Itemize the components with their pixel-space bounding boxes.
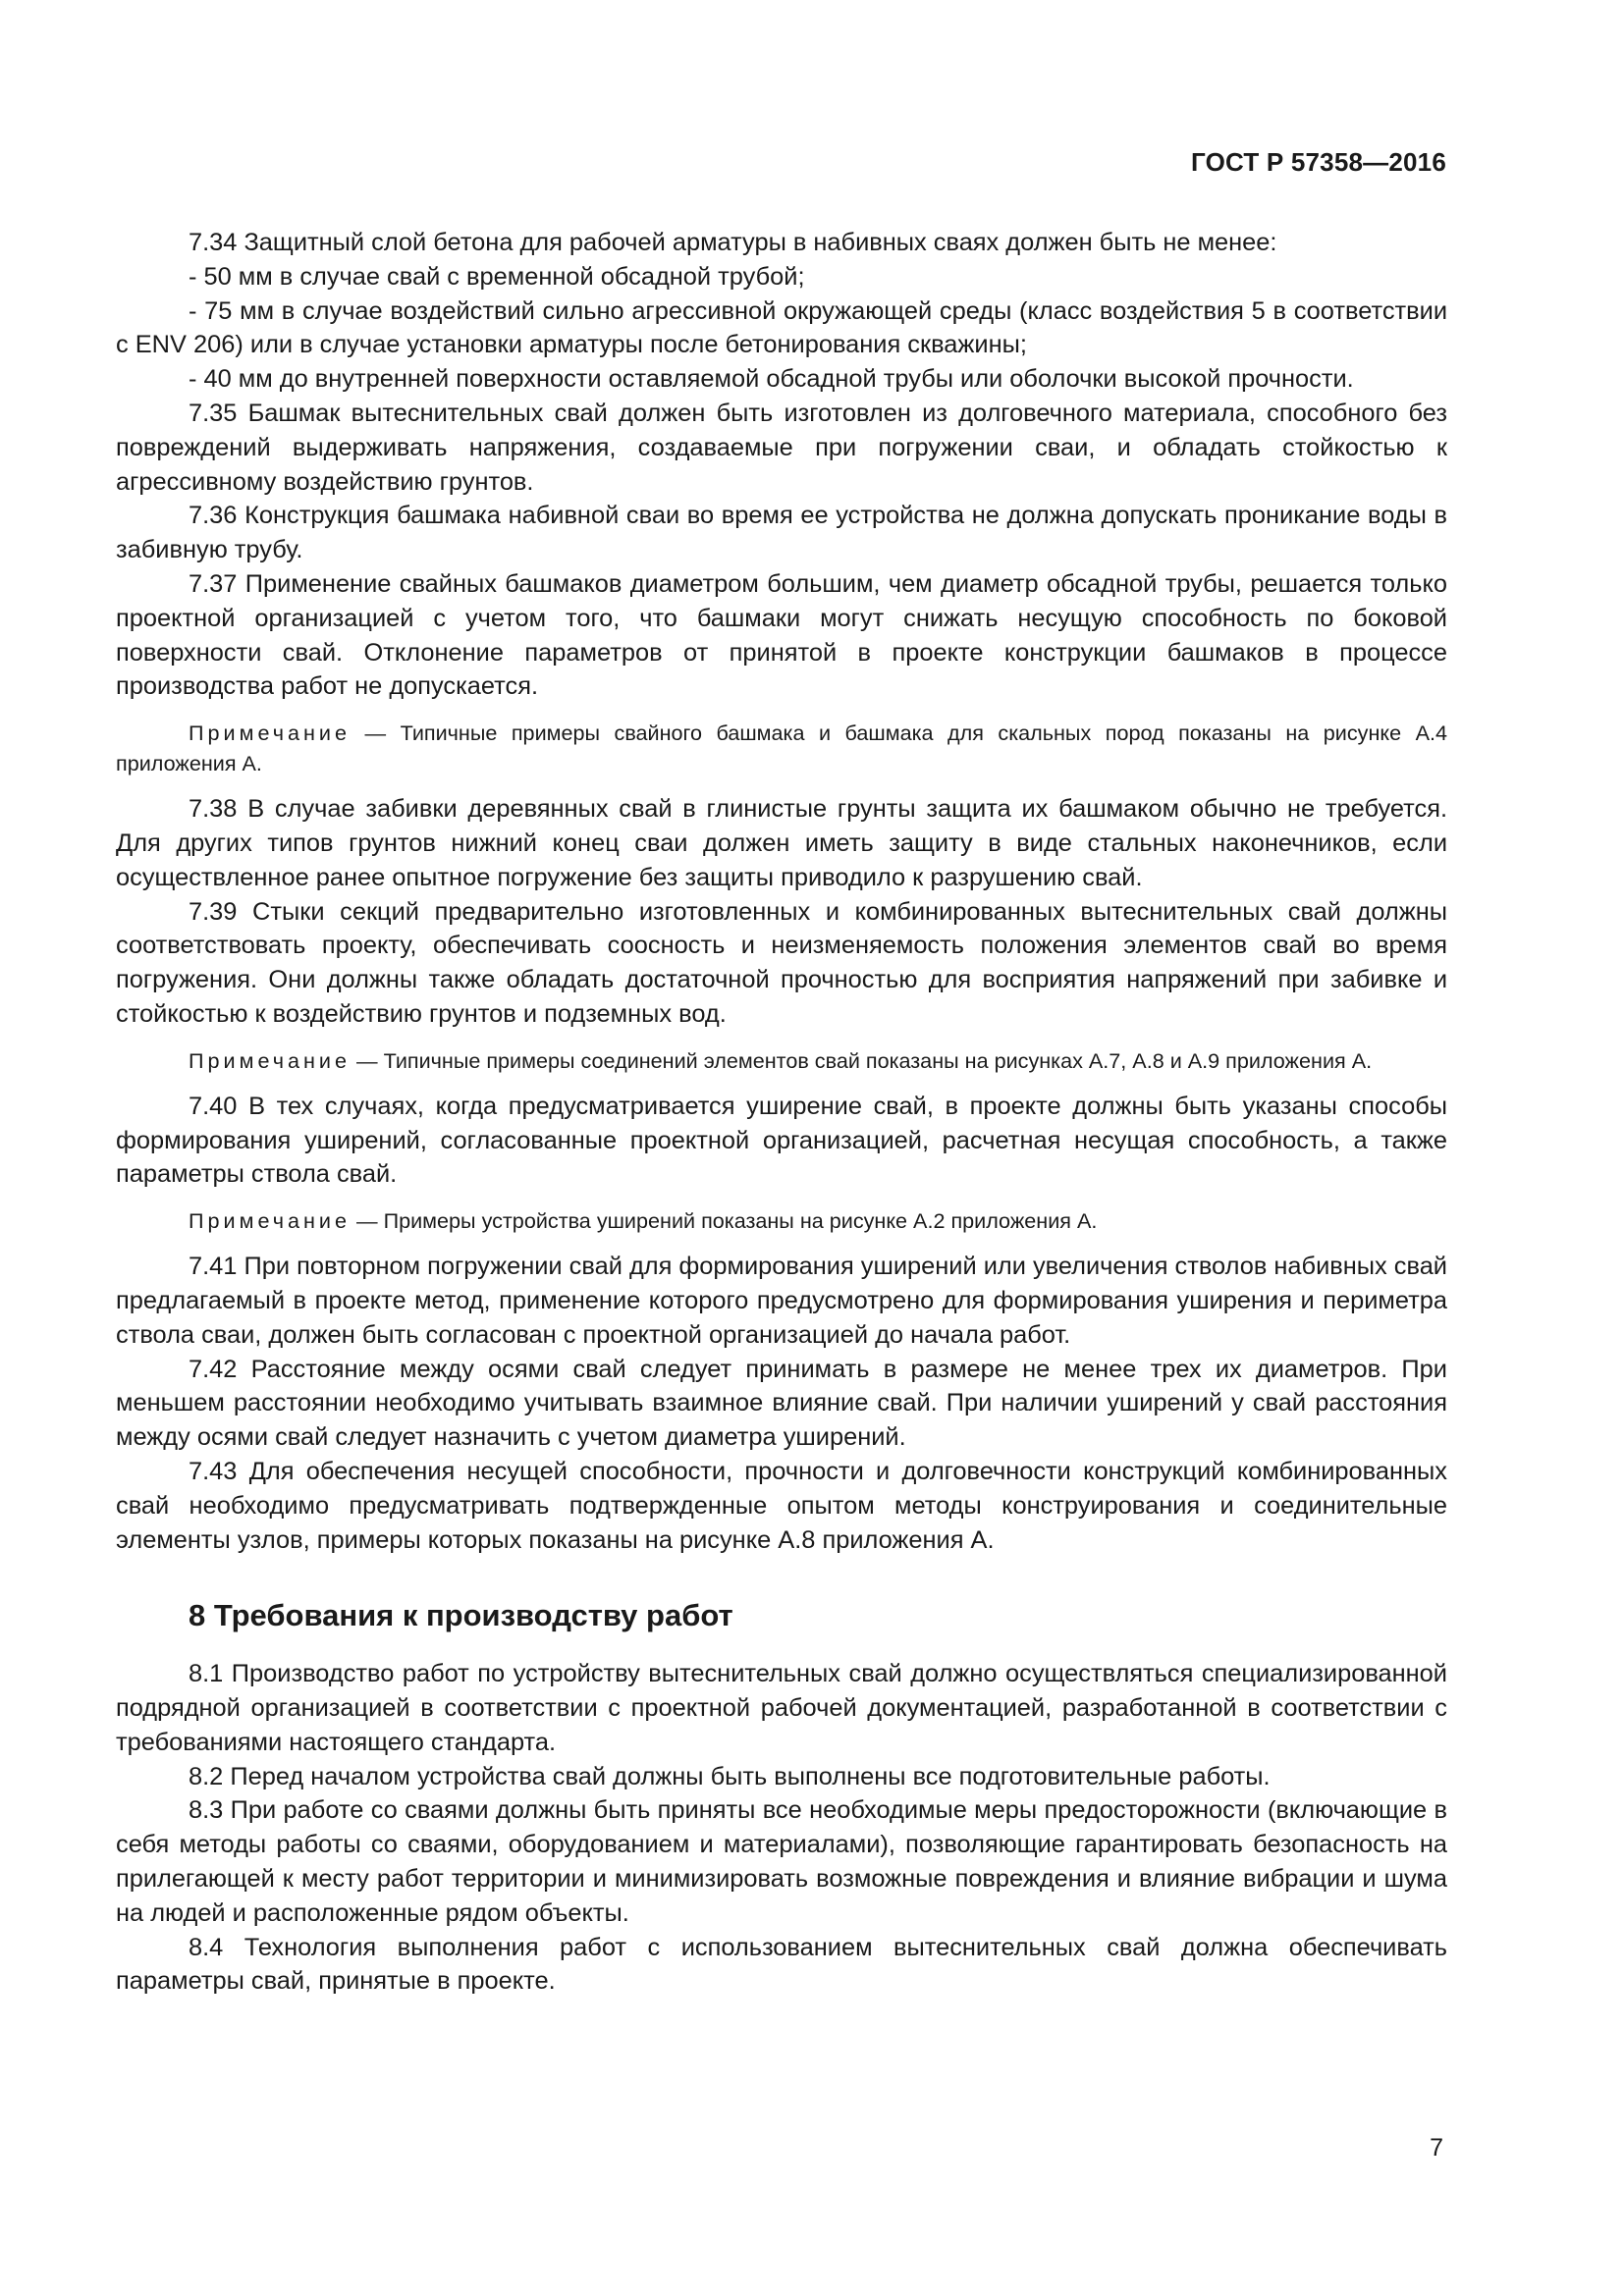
paragraph-7-34-item-3: - 40 мм до внутренней поверхности оставляемой обсадной трубы или оболочки высокой прочности.	[189, 365, 1354, 394]
page-number: 7	[1430, 2134, 1443, 2162]
document-body	[116, 226, 1447, 1999]
paragraph-7-35: 7.35 Башмак вытеснительных свай должен быть изготовлен из долговечного материала, способного без повреждений выдерживать напряжения, создаваемые при погружении сваи, и обладать стойкостью к агрессивному воздействию грунтов.	[116, 399, 1447, 496]
note-text: — Типичные примеры соединений элементов свай показаны на рисунках А.7, А.8 и А.9 приложения А.	[351, 1047, 1373, 1073]
paragraph-7-34-item-1: - 50 мм в случае свай с временной обсадной трубой;	[189, 262, 805, 291]
paragraph-7-34-item-2: - 75 мм в случае воздействий сильно агрессивной окружающей среды (класс воздействия 5 в соответствии с ENV 206) или в случае установки арматуры после бетонирования скважины;	[116, 296, 1447, 359]
standard-header: ГОСТ Р 57358—2016	[1191, 147, 1446, 177]
note-label: Примечание	[189, 1208, 351, 1234]
note-widening-examples	[116, 1205, 1447, 1236]
note-joint-examples	[116, 1045, 1447, 1076]
paragraph-8-2: 8.2 Перед началом устройства свай должны быть выполнены все подготовительные работы.	[189, 1762, 1271, 1790]
paragraph-8-4: 8.4 Технология выполнения работ с использованием вытеснительных свай должна обеспечивать параметры свай, принятые в проекте.	[116, 1933, 1447, 1996]
paragraph-7-34: 7.34 Защитный слой бетона для рабочей арматуры в набивных сваях должен быть не менее:	[189, 229, 1277, 256]
note-text: — Типичные примеры свайного башмака и башмака для скальных пород показаны на рисунке А.4 приложения А.	[116, 721, 1447, 776]
paragraph-7-40: 7.40 В тех случаях, когда предусматривается уширение свай, в проекте должны быть указаны способы формирования уширений, согласованные проектной организацией, расчетная несущая способность, а также параметры ствола свай.	[116, 1092, 1447, 1189]
note-shoe-examples	[116, 718, 1447, 778]
paragraph-7-37: 7.37 Применение свайных башмаков диаметром большим, чем диаметр обсадной трубы, решается только проектной организацией с учетом того, что башмаки могут снижать несущую способность по боковой поверхности свай. Отклонение параметров от принятой в проекте конструкции башмаков в процессе производства работ не допускается.	[116, 569, 1447, 701]
note-label: Примечание	[189, 721, 351, 746]
note-label: Примечание	[189, 1047, 351, 1073]
paragraph-7-42: 7.42 Расстояние между осями свай следует принимать в размере не менее трех их диаметров. При меньшем расстоянии необходимо учитывать взаимное влияние свай. При наличии уширений у свай расстояния между осями свай следует назначить с учетом диаметра уширений.	[116, 1355, 1447, 1452]
paragraph-7-41: 7.41 При повторном погружении свай для формирования уширений или увеличения стволов набивных свай предлагаемый в проекте метод, применение которого предусмотрено для формирования уширения и периметра ствола сваи, должен быть согласован с проектной организацией до начала работ.	[116, 1253, 1447, 1349]
paragraph-7-43: 7.43 Для обеспечения несущей способности, прочности и долговечности конструкций комбинированных свай необходимо предусматривать подтвержденные опытом методы конструирования и соединительные элементы узлов, примеры которых показаны на рисунке А.8 приложения А.	[116, 1457, 1447, 1554]
paragraph-8-1: 8.1 Производство работ по устройству вытеснительных свай должно осуществляться специализированной подрядной организацией в соответствии с проектной рабочей документацией, разработанной в соответствии с требованиями настоящего стандарта.	[116, 1660, 1447, 1756]
paragraph-8-3: 8.3 При работе со сваями должны быть приняты все необходимые меры предосторожности (включающие в себя методы работы со сваями, оборудованием и материалами), позволяющие гарантировать безопасность на прилегающей к месту работ территории и минимизировать возможные повреждения и влияние вибрации и шума на людей и расположенные рядом объекты.	[116, 1796, 1447, 1927]
paragraph-7-39: 7.39 Стыки секций предварительно изготовленных и комбинированных вытеснительных свай должны соответствовать проекту, обеспечивать соосность и неизменяемость положения элементов свай во время погружения. Они должны также обладать достаточной прочностью для восприятия напряжений при забивке и стойкостью к воздействию грунтов и подземных вод.	[116, 897, 1447, 1028]
paragraph-7-38: 7.38 В случае забивки деревянных свай в глинистые грунты защита их башмаком обычно не требуется. Для других типов грунтов нижний конец сваи должен иметь защиту в виде стальных наконечников, если осуществленное ранее опытное погружение без защиты приводило к разрушению свай.	[116, 795, 1447, 891]
note-text: — Примеры устройства уширений показаны на рисунке А.2 приложения А.	[351, 1208, 1098, 1234]
paragraph-7-36: 7.36 Конструкция башмака набивной сваи во время ее устройства не должна допускать проникание воды в забивную трубу.	[116, 502, 1447, 564]
section-8-heading: 8 Требования к производству работ	[189, 1598, 733, 1633]
